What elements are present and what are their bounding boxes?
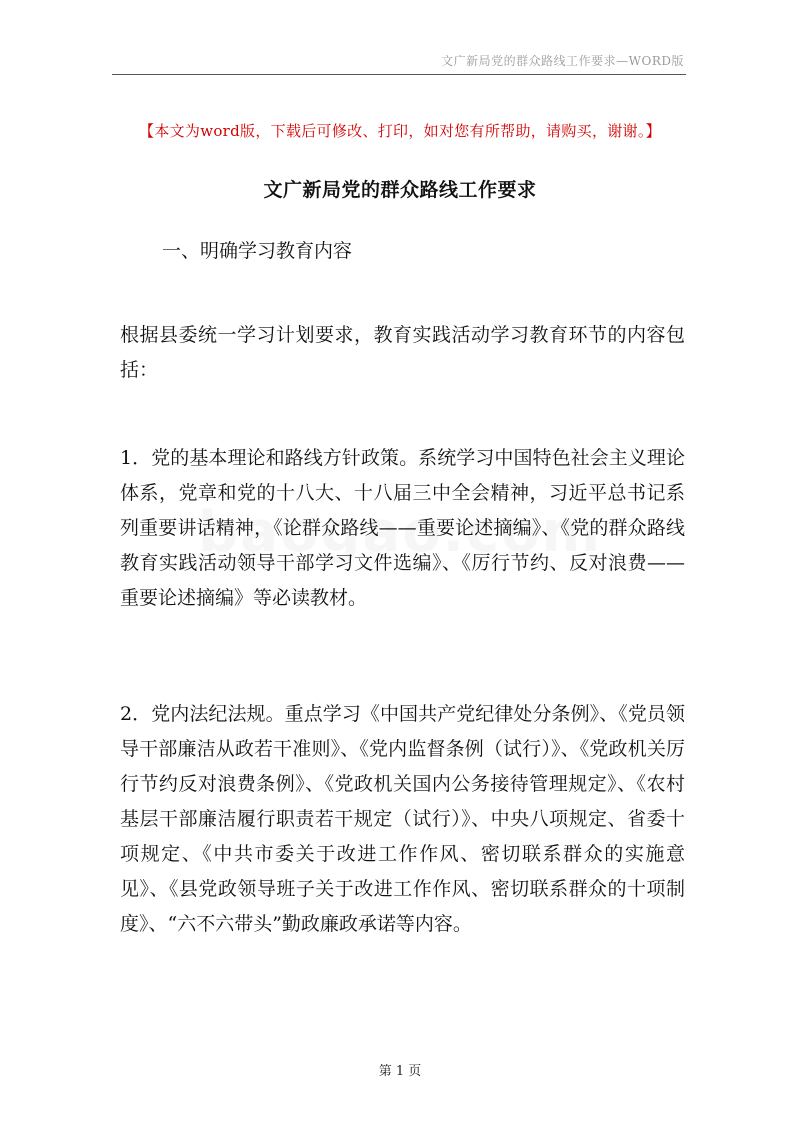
- page-number: 第 1 页: [378, 1064, 422, 1079]
- section-heading: 一、明确学习教育内容: [162, 240, 353, 262]
- purchase-notice: 【本文为word版，下载后可修改、打印，如对您有所帮助，请购买，谢谢。】: [139, 122, 661, 140]
- paragraph-item-1: 1．党的基本理论和路线方针政策。系统学习中国特色社会主义理论体系，党章和党的十八大、十八届三中全会精神，习近平总书记系列重要讲话精神，《论群众路线——重要论述摘编》、《党的群众路线教育实践活动领导干部学习文件选编》、《厉行节约、反对浪费——重要论述摘编》等必读教材。: [120, 447, 685, 609]
- document-title: 文广新局党的群众路线工作要求: [263, 179, 537, 201]
- running-header: 文广新局党的群众路线工作要求—WORD版: [441, 54, 684, 68]
- header-divider: [112, 74, 686, 75]
- paragraph-intro: 根据县委统一学习计划要求，教育实践活动学习教育环节的内容包括：: [120, 324, 685, 381]
- paragraph-item-2: 2．党内法纪法规。重点学习《中国共产党纪律处分条例》、《党员领导干部廉洁从政若干准则》、《党内监督条例（试行）》、《党政机关厉行节约反对浪费条例》、《党政机关国内公务接待管理规定》、《农村基层干部廉洁履行职责若干规定（试行）》、中央八项规定、省委十项规定、《中共市委关于改进工作作风、密切联系群众的实施意见》、《县党政领导班子关于改进工作作风、密切联系群众的十项制度》、“六不六带头”勤政廉政承诺等内容。: [120, 703, 685, 935]
- watermark: [0, 500, 800, 565]
